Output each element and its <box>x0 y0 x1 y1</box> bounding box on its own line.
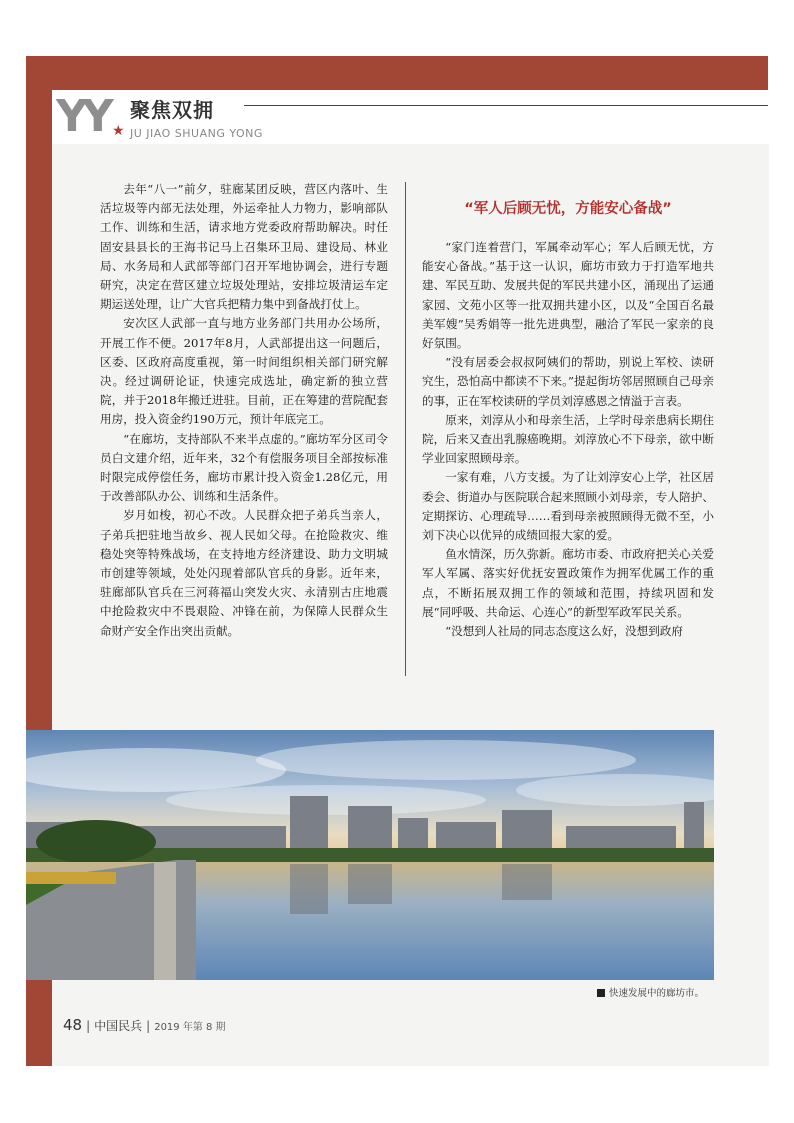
square-bullet-icon <box>597 989 605 997</box>
paragraph: 一家有难，八方支援。为了让刘淳安心上学，社区居委会、街道办与医院联合起来照顾小刘母亲，专人陪护、定期探访、心理疏导……看到母亲被照顾得无微不至，小刘下决心以优异的成绩回报大家的爱。 <box>422 470 714 543</box>
header-rule <box>244 105 768 106</box>
sub-heading: “军人后顾无忧，方能安心备战” <box>464 201 672 217</box>
issue-number: 2019 年第 8 期 <box>154 1022 226 1033</box>
section-pinyin: JU JIAO SHUANG YONG <box>130 127 263 140</box>
paragraph: 安次区人武部一直与地方业务部门共用办公场所，开展工作不便。2017年8月，人武部提出这一问题后，区委、区政府高度重视，第一时间组织相关部门研究解决。经过调研论证，快速完成选址，确定新的独立营院，并于2018年搬迁进驻。目前，正在筹建的营院配套用房，投入资金约190万元，预计年底完工。 <box>100 316 388 427</box>
paragraph: “没有居委会叔叔阿姨们的帮助，别说上军校、读研究生，恐怕高中都读不下来。”提起街坊邻居照顾自己母亲的事，正在军校读研的学员刘淳感恩之情溢于言表。 <box>422 355 714 408</box>
magazine-name: 中国民兵 <box>94 1019 143 1033</box>
paragraph: 岁月如梭，初心不改。人民群众把子弟兵当亲人，子弟兵把驻地当故乡、视人民如父母。在抢险救灾、维稳处突等特殊战场，在支持地方经济建设、助力文明城市创建等领域，处处闪现着部队官兵的身影。近年来，驻廊部队官兵在三河蒋福山突发火灾、永清别古庄地震中抢险救灾中不畏艰险、冲锋在前，为保障人民群众生命财产安全作出突出贡献。 <box>100 508 388 638</box>
paragraph: 去年“八一”前夕，驻廊某团反映，营区内落叶、生活垃圾等内部无法处理，外运牵扯人力物力，影响部队工作、训练和生活，请求地方党委政府帮助解决。时任固安县县长的王海书记马上召集环卫局、建设局、林业局、水务局和人武部等部门召开军地协调会，进行专题研究，决定在营区建立垃圾处理站，安排垃圾清运车定期运送处理，让广大官兵把精力集中到备战打仗上。 <box>100 182 388 312</box>
right-column <box>422 238 714 641</box>
paragraph: “在廊坊，支持部队不来半点虚的。”廊坊军分区司令员白文建介绍，近年来，32个有偿服务项目全部按标准时限完成停偿任务，廊坊市累计投入资金1.28亿元，用于改善部队办公、训练和生活条件。 <box>100 431 388 504</box>
paragraph: 鱼水情深，历久弥新。廊坊市委、市政府把关心关爱军人军属、落实好优抚安置政策作为拥军优属工作的重点，不断拓展双拥工作的领域和范围，持续巩固和发展“同呼吸、共命运、心连心”的新型军政军民关系。 <box>422 547 714 619</box>
page-number: 48 <box>63 1016 83 1034</box>
header-band <box>26 56 768 90</box>
section-title: 聚焦双拥 <box>130 98 214 122</box>
paragraph: 原来，刘淳从小和母亲生活，上学时母亲患病长期住院，后来又查出乳腺癌晚期。刘淳放心不下母亲，欲中断学业回家照顾母亲。 <box>422 412 714 466</box>
photo-caption <box>597 987 704 1001</box>
footer-separator: | <box>146 1019 151 1033</box>
column-divider <box>405 182 406 676</box>
city-skyline-image <box>26 730 714 980</box>
paragraph: “没想到人社局的同志态度这么好，没想到政府 <box>445 624 683 639</box>
section-logo: YY <box>56 91 108 142</box>
city-photo <box>26 730 714 980</box>
left-column <box>100 180 388 641</box>
paragraph: “家门连着营门，军属牵动军心；军人后顾无忧，方能安心备战。”基于这一认识，廊坊市致力于打造军地共建、军民互助、发展共促的军民共建小区，涌现出了运通家园、文苑小区等一批双拥共建小区，以及“全国百名最美军嫂”吴秀娟等一批先进典型，融洽了军民一家亲的良好氛围。 <box>422 240 714 351</box>
footer-separator: | <box>86 1019 91 1033</box>
caption-text: 快速发展中的廊坊市。 <box>609 988 705 999</box>
page-footer <box>63 1016 226 1037</box>
star-icon: ★ <box>112 123 125 139</box>
